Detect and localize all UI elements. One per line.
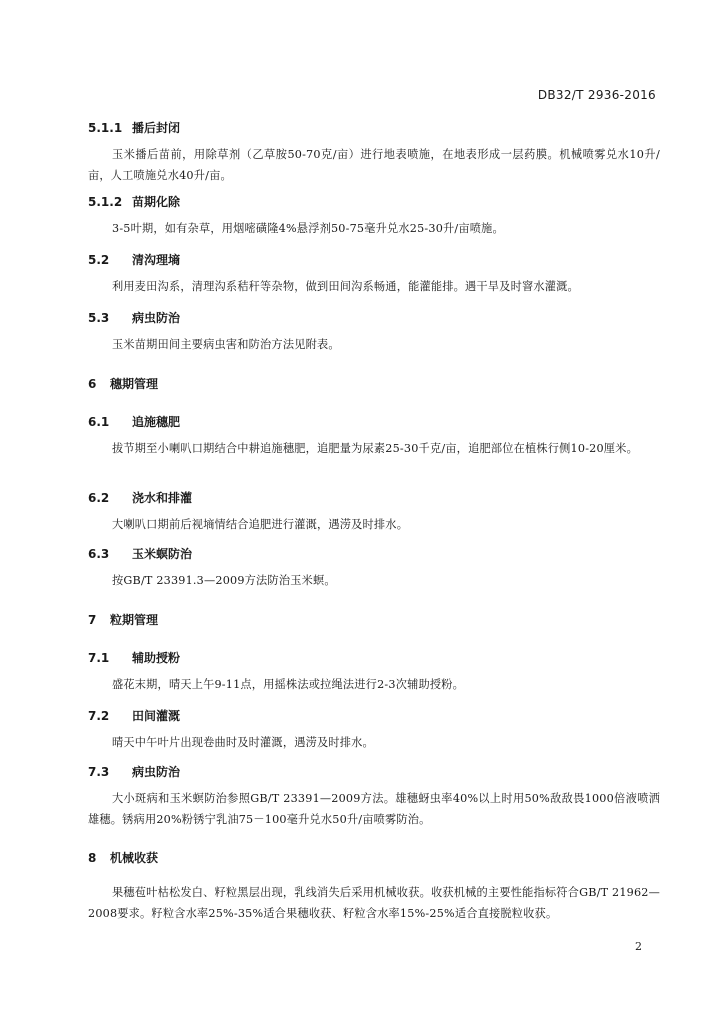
heading-title: 穗期管理	[110, 377, 159, 391]
paragraph-6-1: 拔节期至小喇叭口期结合中耕追施穗肥，追肥量为尿素25-30千克/亩，追肥部位在植株行侧10-20厘米。	[112, 442, 638, 455]
heading-number: 7.3	[88, 765, 110, 779]
heading-title: 清沟理墒	[132, 253, 181, 267]
heading-number: 8	[88, 851, 97, 865]
heading-7	[88, 612, 660, 628]
heading-title: 机械收获	[110, 851, 159, 865]
heading-number: 7.1	[88, 651, 110, 665]
heading-title: 辅助授粉	[132, 651, 181, 665]
heading-6-2	[88, 490, 660, 506]
heading-number: 7.2	[88, 709, 110, 723]
paragraph-5-1-1: 玉米播后苗前，用除草剂（乙草胺50-70克/亩）进行地表喷施，在地表形成一层药膜。机械喷雾兑水10升/亩，人工喷施兑水40升/亩。	[88, 148, 660, 182]
heading-number: 6.1	[88, 415, 110, 429]
heading-number: 6.2	[88, 491, 110, 505]
heading-6	[88, 376, 660, 392]
paragraph-5-2: 利用麦田沟系，清理沟系秸秆等杂物，做到田间沟系畅通，能灌能排。遇干旱及时窨水灌溉。	[112, 280, 579, 293]
paragraph-6-3: 按GB/T 23391.3—2009方法防治玉米螟。	[112, 574, 336, 587]
page-number: 2	[635, 940, 642, 953]
paragraph-7-1: 盛花末期，晴天上午9-11点，用摇株法或拉绳法进行2-3次辅助授粉。	[112, 678, 465, 691]
heading-5-1-2	[88, 194, 660, 210]
heading-7-1	[88, 650, 660, 666]
heading-5-3	[88, 310, 660, 326]
heading-title: 田间灌溉	[132, 709, 181, 723]
paragraph-7-3: 大小斑病和玉米螟防治参照GB/T 23391—2009方法。雄穗蚜虫率40%以上时用50%敌敌畏1000倍液喷洒雄穗。锈病用20%粉锈宁乳油75－100毫升兑水50升/亩喷雾防治。	[88, 792, 660, 826]
heading-5-2	[88, 252, 660, 268]
heading-title: 浇水和排灌	[132, 491, 193, 505]
heading-number: 6	[88, 377, 97, 391]
heading-number: 5.1.1	[88, 121, 123, 135]
paragraph-8: 果穗苞叶枯松发白、籽粒黑层出现，乳线消失后采用机械收获。收获机械的主要性能指标符合GB/T 21962—2008要求。籽粒含水率25%-35%适合果穗收获、籽粒含水率15%-25%适合直接脱粒收获。	[88, 886, 660, 920]
heading-number: 5.2	[88, 253, 110, 267]
heading-5-1-1	[88, 120, 660, 136]
heading-number: 6.3	[88, 547, 110, 561]
heading-7-2	[88, 708, 660, 724]
heading-title: 苗期化除	[132, 195, 181, 209]
heading-7-3	[88, 764, 660, 780]
heading-title: 病虫防治	[132, 311, 181, 325]
heading-number: 7	[88, 613, 97, 627]
heading-6-1	[88, 414, 660, 430]
paragraph-7-2: 晴天中午叶片出现卷曲时及时灌溉，遇涝及时排水。	[112, 736, 374, 749]
heading-title: 播后封闭	[132, 121, 181, 135]
heading-8	[88, 850, 660, 866]
paragraph-5-1-2: 3-5叶期，如有杂草，用烟嘧磺隆4%悬浮剂50-75毫升兑水25-30升/亩喷施。	[112, 222, 504, 235]
heading-title: 玉米螟防治	[132, 547, 193, 561]
heading-title: 病虫防治	[132, 765, 181, 779]
document-code: DB32/T 2936-2016	[537, 88, 656, 102]
heading-6-3	[88, 546, 660, 562]
paragraph-5-3: 玉米苗期田间主要病虫害和防治方法见附表。	[112, 338, 340, 351]
paragraph-6-2: 大喇叭口期前后视墒情结合追肥进行灌溉，遇涝及时排水。	[112, 518, 409, 531]
heading-title: 追施穗肥	[132, 415, 181, 429]
heading-title: 粒期管理	[110, 613, 159, 627]
heading-number: 5.1.2	[88, 195, 123, 209]
heading-number: 5.3	[88, 311, 110, 325]
